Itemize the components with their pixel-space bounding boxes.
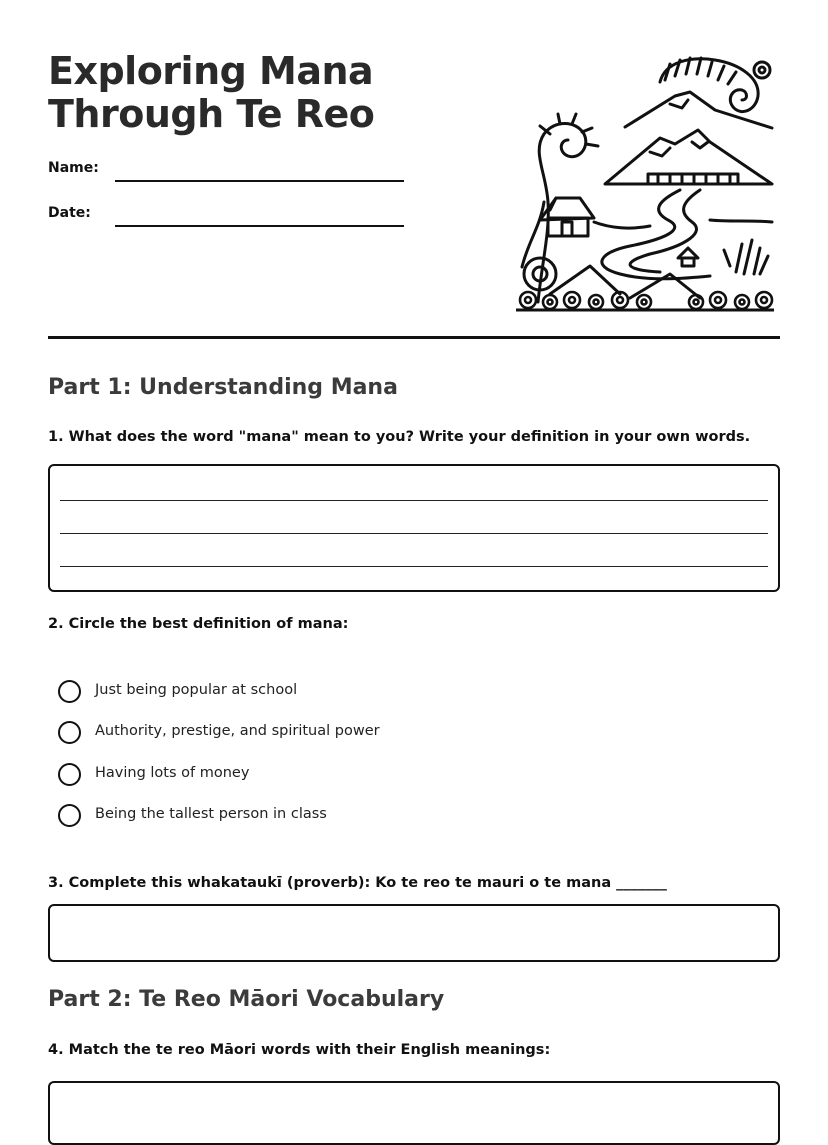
question-2: 2. Circle the best definition of mana:: [48, 616, 349, 632]
writing-line: [60, 566, 768, 567]
option-1[interactable]: [58, 680, 458, 704]
header-divider: [48, 336, 780, 339]
maori-landscape-illustration: [510, 52, 780, 314]
option-4[interactable]: [58, 804, 458, 828]
q3-answer-box[interactable]: [48, 904, 780, 962]
option-label: Just being popular at school: [95, 682, 298, 698]
radio-circle[interactable]: [58, 721, 81, 744]
q4-matching-box[interactable]: [48, 1081, 780, 1145]
title-line-1: Exploring Mana: [48, 49, 374, 93]
part1-heading: Part 1: Understanding Mana: [48, 375, 398, 400]
date-label: Date:: [48, 205, 91, 221]
name-label: Name:: [48, 160, 99, 176]
option-label: Having lots of money: [95, 765, 250, 781]
option-label: Being the tallest person in class: [95, 806, 327, 822]
radio-circle[interactable]: [58, 680, 81, 703]
radio-circle[interactable]: [58, 763, 81, 786]
option-label: Authority, prestige, and spiritual power: [95, 723, 380, 739]
worksheet-title: [48, 50, 374, 136]
name-field[interactable]: [48, 160, 408, 190]
option-2[interactable]: [58, 721, 458, 745]
q1-answer-box[interactable]: [48, 464, 780, 592]
question-1: 1. What does the word "mana" mean to you? Write your definition in your own words.: [48, 429, 751, 445]
name-write-line[interactable]: [115, 180, 404, 182]
option-3[interactable]: [58, 763, 458, 787]
writing-line: [60, 500, 768, 501]
date-field[interactable]: [48, 205, 408, 235]
question-3: 3. Complete this whakataukī (proverb): Ko te reo te mauri o te mana _______: [48, 875, 667, 891]
part2-heading: Part 2: Te Reo Māori Vocabulary: [48, 987, 445, 1012]
question-4: 4. Match the te reo Māori words with their English meanings:: [48, 1042, 551, 1058]
title-line-2: Through Te Reo: [48, 92, 375, 136]
radio-circle[interactable]: [58, 804, 81, 827]
writing-line: [60, 533, 768, 534]
date-write-line[interactable]: [115, 225, 404, 227]
